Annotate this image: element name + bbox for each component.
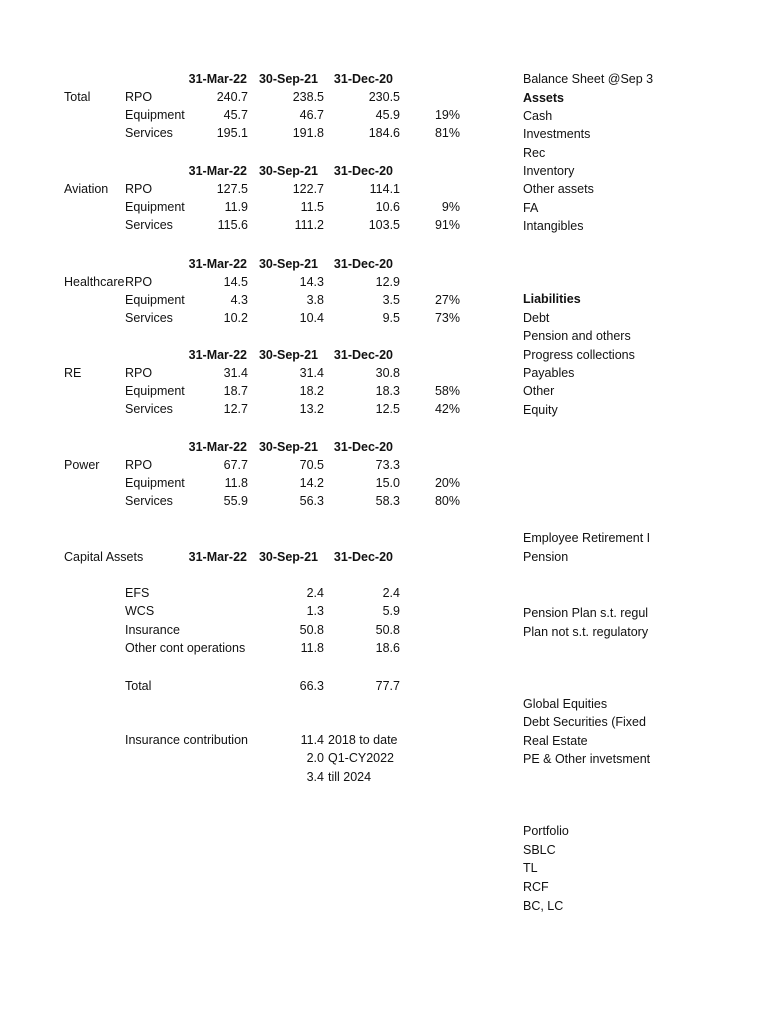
value-cell: 18.7 [223,384,248,398]
liabilities-header: Liabilities [523,292,581,306]
liability-item: Payables [523,365,575,380]
percent-cell: 80% [434,494,460,508]
column-date-header: 30-Sep-21 [258,257,318,271]
note-cell: Q1-CY2022 [328,751,395,765]
value-cell: 11.4 [300,733,324,747]
column-date-header: 31-Dec-20 [333,550,393,564]
column-date-header: 31-Mar-22 [188,348,247,362]
value-cell: 2.4 [306,586,324,600]
value-cell: 12.5 [375,402,400,416]
value-cell: 31.4 [299,366,324,380]
pension-plan-item: Pension Plan s.t. regul [523,606,649,620]
row-label: Services [125,311,173,325]
value-cell: 45.7 [223,108,248,122]
investment-item: PE & Other invetsment [523,751,651,766]
value-cell: 73.3 [375,458,400,472]
value-cell: 46.7 [299,108,324,122]
note-cell: till 2024 [328,770,372,784]
row-label: Equipment [125,384,185,398]
segment-label: Total [64,90,91,104]
portfolio-item: Portfolio [523,824,569,838]
value-cell: 12.7 [223,402,248,416]
value-cell: 11.8 [224,476,248,490]
segment-label: RE [64,366,82,380]
column-date-header: 31-Dec-20 [333,72,393,86]
value-cell: 122.7 [292,182,324,196]
asset-item: Rec [523,145,546,160]
row-label: RPO [125,275,153,289]
row-label: RPO [125,182,153,196]
liability-item: Progress collections [523,347,635,362]
column-date-header: 30-Sep-21 [258,440,318,454]
value-cell: 184.6 [368,126,400,140]
column-date-header: 31-Dec-20 [333,164,393,178]
value-cell: 13.2 [299,402,324,416]
asset-item: Other assets [523,182,594,197]
value-cell: 77.7 [375,679,400,693]
value-cell: 70.5 [299,458,324,472]
value-cell: 115.6 [217,218,248,232]
value-cell: 9.5 [382,311,400,325]
row-label: RPO [125,458,153,472]
value-cell: 2.0 [306,751,324,765]
investment-item: Global Equities [523,697,608,711]
asset-item: Investments [523,127,591,142]
value-cell: 127.5 [216,182,248,196]
percent-cell: 9% [441,200,460,214]
column-date-header: 31-Dec-20 [333,257,393,271]
column-date-header: 31-Dec-20 [333,348,393,362]
value-cell: 45.9 [375,108,400,122]
percent-cell: 27% [434,293,460,307]
retirement-item: Pension [523,550,569,564]
row-label: RPO [125,90,153,104]
asset-item: FA [523,200,539,215]
value-cell: 1.3 [306,604,324,618]
value-cell: 5.9 [382,604,400,618]
value-cell: 14.2 [299,476,324,490]
value-cell: 238.5 [292,90,324,104]
value-cell: 230.5 [368,90,400,104]
row-label: Insurance contribution [125,733,248,747]
row-label: RPO [125,366,153,380]
percent-cell: 73% [434,311,460,325]
value-cell: 10.2 [223,311,248,325]
value-cell: 31.4 [223,366,248,380]
liability-item: Pension and others [523,329,631,344]
value-cell: 18.6 [375,641,400,655]
row-label: Total [125,679,152,693]
percent-cell: 58% [434,384,460,398]
value-cell: 4.3 [230,293,248,307]
value-cell: 14.5 [223,275,248,289]
row-label: Other cont operations [125,641,246,655]
value-cell: 67.7 [223,458,248,472]
row-label: WCS [125,604,155,618]
value-cell: 50.8 [375,623,400,637]
column-date-header: 31-Mar-22 [188,164,247,178]
value-cell: 3.4 [306,770,324,784]
row-label: Equipment [125,476,185,490]
value-cell: 56.3 [299,494,324,508]
capital-assets-label: Capital Assets [64,550,144,564]
column-date-header: 30-Sep-21 [258,550,318,564]
value-cell: 10.4 [299,311,324,325]
row-label: Equipment [125,108,185,122]
value-cell: 55.9 [223,494,248,508]
note-cell: 2018 to date [328,733,398,747]
portfolio-item: SBLC [523,842,556,857]
retirement-item: Employee Retirement I [523,531,651,545]
row-label: Equipment [125,293,185,307]
row-label: Services [125,218,173,232]
segment-label: Healthcare [64,275,125,289]
row-label: EFS [125,586,150,600]
value-cell: 11.8 [300,641,324,655]
percent-cell: 42% [434,402,460,416]
value-cell: 240.7 [216,90,248,104]
column-date-header: 31-Dec-20 [333,440,393,454]
asset-item: Intangibles [523,218,584,233]
percent-cell: 91% [434,218,460,232]
value-cell: 30.8 [375,366,400,380]
segment-label: Power [64,458,100,472]
balance-sheet-title: Balance Sheet @Sep 3 [523,72,653,86]
column-date-header: 30-Sep-21 [258,72,318,86]
pension-plan-item: Plan not s.t. regulatory [523,625,649,639]
liability-item: Debt [523,311,550,325]
row-label: Equipment [125,200,185,214]
value-cell: 11.9 [224,200,248,214]
value-cell: 103.5 [368,218,400,232]
row-label: Insurance [125,623,180,637]
row-label: Services [125,126,173,140]
value-cell: 66.3 [299,679,324,693]
percent-cell: 19% [434,108,460,122]
value-cell: 3.5 [382,293,400,307]
percent-cell: 81% [434,126,460,140]
value-cell: 15.0 [375,476,400,490]
column-date-header: 31-Mar-22 [188,550,247,564]
value-cell: 18.3 [375,384,400,398]
value-cell: 14.3 [299,275,324,289]
portfolio-item: BC, LC [523,898,564,913]
value-cell: 2.4 [382,586,400,600]
liability-item: Other [523,384,555,399]
column-date-header: 31-Mar-22 [188,440,247,454]
column-date-header: 30-Sep-21 [258,348,318,362]
value-cell: 11.5 [300,200,324,214]
assets-header: Assets [523,91,564,105]
liability-item: Equity [523,402,558,417]
value-cell: 114.1 [369,182,400,196]
segment-label: Aviation [64,182,109,196]
value-cell: 191.8 [292,126,324,140]
row-label: Services [125,402,173,416]
investment-item: Debt Securities (Fixed [523,715,646,730]
asset-item: Inventory [523,163,575,178]
value-cell: 195.1 [216,126,248,140]
value-cell: 58.3 [375,494,400,508]
column-date-header: 31-Mar-22 [188,257,247,271]
value-cell: 111.2 [294,218,324,232]
asset-item: Cash [523,109,553,123]
value-cell: 10.6 [375,200,400,214]
investment-item: Real Estate [523,733,588,748]
value-cell: 3.8 [306,293,324,307]
value-cell: 18.2 [299,384,324,398]
value-cell: 50.8 [299,623,324,637]
portfolio-item: TL [523,861,538,876]
column-date-header: 31-Mar-22 [188,72,247,86]
percent-cell: 20% [434,476,460,490]
column-date-header: 30-Sep-21 [258,164,318,178]
portfolio-item: RCF [523,880,549,895]
value-cell: 12.9 [375,275,400,289]
row-label: Services [125,494,173,508]
